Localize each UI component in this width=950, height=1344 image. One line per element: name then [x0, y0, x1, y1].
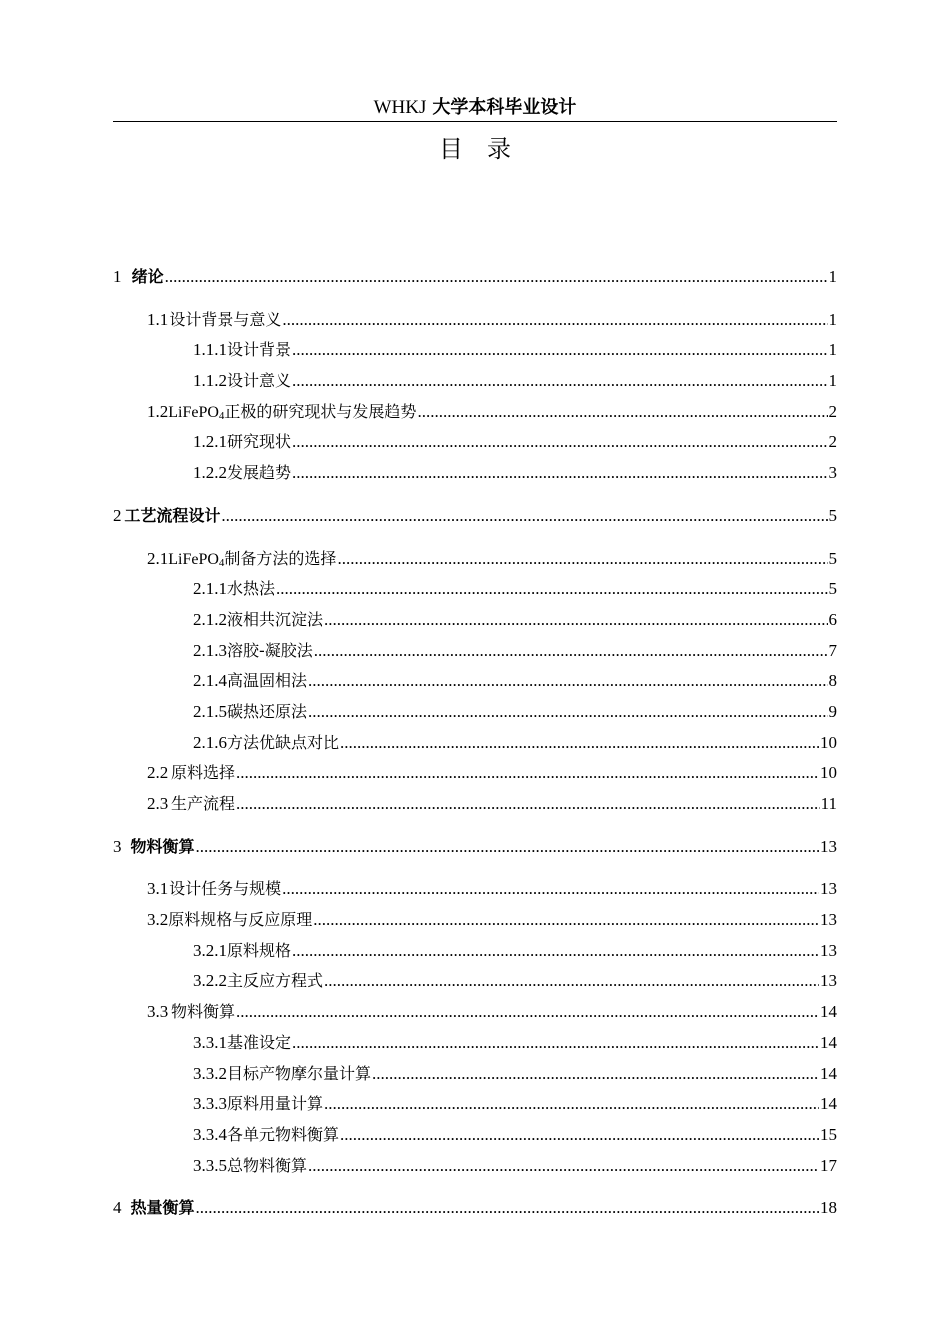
toc-entry-number: 2.1.3 — [193, 640, 227, 660]
toc-dot-leader — [417, 397, 827, 428]
toc-entry-title-text: 碳热还原法 — [227, 701, 308, 721]
toc-dot-leader — [337, 544, 827, 575]
toc-entry-title — [227, 574, 275, 605]
toc-entry-title-text: 正极的研究现状与发展趋势 — [224, 401, 417, 421]
toc-entry-1-2-2[interactable] — [113, 458, 837, 489]
toc-entry-title — [227, 936, 291, 967]
toc-entry-number: 1.1.2 — [193, 371, 227, 391]
toc-entry-title — [227, 1089, 323, 1120]
toc-dot-leader — [340, 1120, 819, 1151]
toc-entry-3-3[interactable] — [113, 997, 837, 1028]
toc-entry-title — [227, 636, 313, 667]
toc-entry-page-number: 14 — [820, 1094, 837, 1114]
header-school-latin: WHKJ — [373, 97, 427, 118]
toc-entry-number: 3 — [113, 836, 122, 856]
toc-dot-leader — [292, 335, 827, 366]
toc-entry-title — [171, 789, 235, 820]
toc-entry-page-number: 6 — [828, 609, 837, 629]
toc-entry-number: 2.3 — [147, 794, 169, 813]
toc-entry-number: 1 — [113, 267, 122, 286]
toc-entry-title — [227, 427, 291, 458]
toc-entry-number: 2.1.4 — [193, 671, 227, 691]
toc-entry-title-text: 工艺流程设计 — [124, 505, 221, 525]
toc-dot-leader — [292, 936, 819, 967]
toc-entry-number: 3.2 — [147, 910, 169, 930]
toc-dot-leader — [292, 1028, 819, 1059]
toc-entry-1-2[interactable] — [113, 397, 837, 428]
toc-entry-page-number: 13 — [820, 971, 837, 991]
toc-entry-number: 3.1 — [147, 879, 169, 899]
toc-entry-number: 2.1.5 — [193, 701, 227, 721]
toc-entry-page-number: 9 — [828, 701, 837, 721]
toc-dot-leader — [236, 758, 819, 789]
toc-entry-title-formula: LiFePO — [168, 403, 219, 421]
toc-entry-title-text: 绪论 — [131, 267, 164, 286]
toc-entry-number: 1.1.1 — [193, 340, 227, 360]
toc-entry-page-number: 1 — [828, 340, 837, 360]
toc-dot-leader — [314, 636, 828, 667]
toc-entry-title — [227, 335, 291, 366]
toc-entry-1[interactable] — [113, 262, 837, 293]
toc-entry-page-number: 13 — [820, 879, 837, 899]
toc-entry-3-3-4[interactable] — [113, 1120, 837, 1151]
toc-entry-title-text: 原料用量计算 — [227, 1094, 324, 1114]
toc-entry-2-1-1[interactable] — [113, 574, 837, 605]
running-header — [113, 94, 837, 120]
toc-dot-leader — [292, 458, 827, 489]
toc-entry-3-3-2[interactable] — [113, 1059, 837, 1090]
toc-entry-3-2-1[interactable] — [113, 936, 837, 967]
toc-entry-1-1[interactable] — [113, 305, 837, 336]
toc-entry-title — [168, 905, 312, 936]
toc-dot-leader — [324, 605, 827, 636]
toc-entry-title-text: 设计任务与规模 — [169, 879, 282, 899]
toc-entry-page-number: 2 — [828, 401, 837, 421]
toc-entry-title — [130, 1193, 194, 1224]
toc-dot-leader — [276, 574, 827, 605]
toc-entry-number: 4 — [113, 1198, 122, 1218]
header-school-cjk: 大学本科毕业设计 — [432, 97, 577, 118]
toc-dot-leader — [165, 262, 828, 293]
toc-entry-1-1-1[interactable] — [113, 335, 837, 366]
toc-dot-leader — [195, 832, 819, 863]
toc-entry-title-text: 原料规格与反应原理 — [168, 910, 313, 930]
toc-entry-title — [227, 605, 323, 636]
toc-entry-title — [169, 305, 281, 336]
toc-dot-leader — [292, 366, 827, 397]
toc-entry-page-number: 14 — [820, 1002, 837, 1022]
toc-entry-title-text: 设计意义 — [227, 371, 292, 391]
toc-entry-page-number: 3 — [828, 463, 837, 483]
toc-entry-page-number: 14 — [820, 1063, 837, 1083]
toc-entry-title-text: 发展趋势 — [227, 463, 292, 483]
toc-entry-title-text: 基准设定 — [227, 1032, 292, 1052]
toc-entry-title-text: 设计背景 — [227, 340, 292, 360]
toc-entry-number: 3.3.2 — [193, 1063, 227, 1083]
toc-dot-leader — [340, 728, 819, 759]
toc-entry-title-text: 原料规格 — [227, 940, 292, 960]
toc-entry-page-number: 17 — [820, 1155, 837, 1175]
toc-entry-page-number: 5 — [828, 548, 837, 568]
toc-dot-leader — [195, 1193, 819, 1224]
toc-entry-number: 2.1.6 — [193, 732, 227, 752]
toc-entry-title-text: 高温固相法 — [227, 671, 308, 691]
toc-entry-title — [130, 832, 194, 863]
toc-dot-leader — [221, 501, 827, 532]
toc-entry-page-number: 2 — [828, 432, 837, 452]
toc-entry-title — [168, 544, 336, 579]
toc-entry-3-2-2[interactable] — [113, 966, 837, 997]
toc-entry-title — [124, 501, 220, 532]
toc-entry-title-text: 热量衡算 — [130, 1198, 195, 1218]
toc-entry-page-number: 14 — [820, 1032, 837, 1052]
toc-entry-page-number: 7 — [828, 640, 837, 660]
toc-entry-2-1[interactable] — [113, 544, 837, 575]
toc-entry-title — [227, 697, 307, 728]
toc-entry-number: 3.3.4 — [193, 1124, 227, 1144]
toc-entry-3-1[interactable] — [113, 874, 837, 905]
toc-entry-number: 3.3.1 — [193, 1032, 227, 1052]
toc-entry-1-1-2[interactable] — [113, 366, 837, 397]
toc-entry-number: 2 — [113, 505, 122, 525]
toc-entry-number: 1.2.2 — [193, 463, 227, 483]
toc-entry-number: 1.2 — [147, 401, 169, 421]
toc-entry-2-2[interactable] — [113, 758, 837, 789]
toc-entry-title — [171, 997, 235, 1028]
toc-dot-leader — [236, 789, 820, 820]
toc-dot-leader — [324, 966, 819, 997]
toc-entry-title-text: 物料衡算 — [130, 836, 195, 856]
toc-entry-number: 2.2 — [147, 763, 169, 783]
toc-entry-3-3-5[interactable] — [113, 1151, 837, 1182]
toc-entry-page-number: 5 — [828, 505, 837, 525]
toc-entry-page-number: 1 — [828, 267, 837, 286]
toc-entry-title-text: 总物料衡算 — [227, 1155, 308, 1175]
toc-entry-title — [227, 966, 323, 997]
toc-entry-page-number: 13 — [820, 940, 837, 960]
toc-entry-title-text: 方法优缺点对比 — [227, 732, 340, 752]
toc-dot-leader — [324, 1089, 819, 1120]
toc-entry-page-number: 15 — [820, 1124, 837, 1144]
toc-entry-title-text: 液相共沉淀法 — [227, 609, 324, 629]
toc-dot-leader — [308, 1151, 819, 1182]
toc-entry-title-text: 制备方法的选择 — [224, 548, 337, 568]
toc-entry-title — [227, 666, 307, 697]
toc-dot-leader — [236, 997, 819, 1028]
toc-entry-page-number: 5 — [828, 579, 837, 599]
toc-entry-title-text: 目标产物摩尔量计算 — [227, 1063, 372, 1083]
toc-entry-title — [227, 458, 291, 489]
toc-dot-leader — [372, 1059, 819, 1090]
toc-entry-page-number: 8 — [828, 671, 837, 691]
toc-entry-number: 3.3 — [147, 1002, 169, 1022]
header-rule — [113, 121, 837, 122]
toc-entry-3-2[interactable] — [113, 905, 837, 936]
toc-entry-number: 3.2.2 — [193, 971, 227, 991]
toc-entry-page-number: 10 — [820, 763, 837, 783]
toc-entry-title-text: 生产流程 — [170, 794, 235, 813]
toc-entry-title-text: 溶胶-凝胶法 — [227, 640, 313, 660]
toc-entry-title-subscript: 4 — [218, 556, 225, 569]
toc-dot-leader — [313, 905, 819, 936]
toc-entry-3[interactable] — [113, 832, 837, 863]
toc-entry-title — [227, 1120, 339, 1151]
toc-dot-leader — [308, 697, 827, 728]
toc-entry-page-number: 18 — [820, 1198, 837, 1218]
toc-entry-title — [227, 1028, 291, 1059]
toc-entry-title-text: 物料衡算 — [170, 1002, 235, 1022]
toc-entry-title-text: 原料选择 — [170, 763, 235, 783]
toc-entry-2-1-2[interactable] — [113, 605, 837, 636]
toc-entry-title-text: 水热法 — [227, 579, 276, 599]
toc-entry-4[interactable] — [113, 1193, 837, 1224]
toc-entry-2-1-6[interactable] — [113, 728, 837, 759]
toc-entry-3-3-1[interactable] — [113, 1028, 837, 1059]
toc-entry-2-1-4[interactable] — [113, 666, 837, 697]
toc-entry-number: 1.2.1 — [193, 432, 227, 452]
toc-dot-leader — [282, 305, 827, 336]
toc-entry-title — [168, 397, 416, 432]
toc-entry-title — [169, 874, 281, 905]
toc-entry-title — [132, 262, 164, 293]
toc-entry-number: 2.1 — [147, 548, 169, 568]
toc-entry-number: 2.1.1 — [193, 579, 227, 599]
toc-entry-title-text: 各单元物料衡算 — [227, 1124, 340, 1144]
toc-entry-1-2-1[interactable] — [113, 427, 837, 458]
toc-entry-title — [227, 728, 339, 759]
toc-title: 目录 — [439, 135, 535, 163]
toc-entry-title-formula: LiFePO — [168, 550, 219, 568]
toc-entry-number: 3.3.3 — [193, 1094, 227, 1114]
toc-entry-title — [227, 1059, 371, 1090]
toc-entry-2-3[interactable] — [113, 789, 837, 820]
toc-entry-number: 3.3.5 — [193, 1155, 227, 1175]
toc-entry-title — [227, 366, 291, 397]
toc-entry-number: 1.1 — [147, 309, 169, 329]
toc-entry-page-number: 1 — [828, 309, 837, 329]
table-of-contents — [113, 262, 837, 1224]
toc-entry-title-text: 研究现状 — [227, 432, 292, 452]
toc-entry-3-3-3[interactable] — [113, 1089, 837, 1120]
toc-entry-title-subscript: 4 — [218, 409, 225, 422]
toc-entry-2-1-5[interactable] — [113, 697, 837, 728]
toc-entry-number: 3.2.1 — [193, 940, 227, 960]
toc-entry-page-number: 13 — [820, 910, 837, 930]
toc-dot-leader — [292, 427, 827, 458]
toc-entry-page-number: 13 — [820, 836, 837, 856]
toc-entry-page-number: 1 — [828, 371, 837, 391]
toc-entry-page-number: 11 — [820, 794, 837, 813]
toc-entry-title-text: 设计背景与意义 — [169, 309, 282, 329]
toc-entry-number: 2.1.2 — [193, 609, 227, 629]
toc-entry-2-1-3[interactable] — [113, 636, 837, 667]
toc-dot-leader — [282, 874, 819, 905]
toc-entry-title — [227, 1151, 307, 1182]
toc-entry-title — [171, 758, 235, 789]
toc-entry-title-text: 主反应方程式 — [227, 971, 324, 991]
toc-dot-leader — [308, 666, 827, 697]
toc-entry-page-number: 10 — [820, 732, 837, 752]
toc-entry-2[interactable] — [113, 501, 837, 532]
